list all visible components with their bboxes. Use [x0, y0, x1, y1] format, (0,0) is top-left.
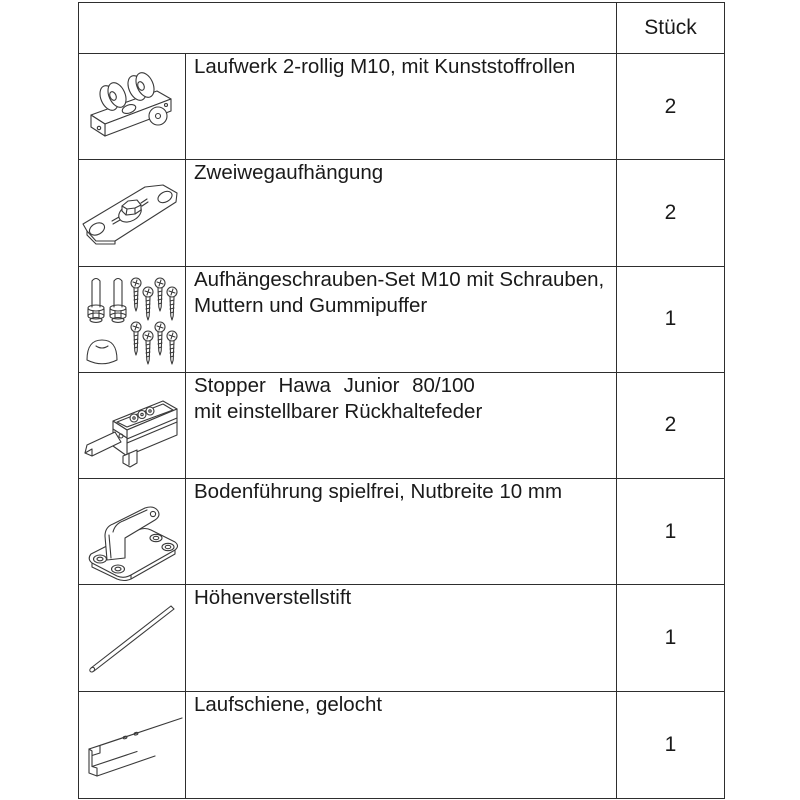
running-track-icon [79, 693, 186, 797]
description-line: Laufschiene, gelocht [194, 692, 383, 716]
table-row-description [186, 373, 617, 479]
parts-table [78, 2, 725, 799]
description-line: Höhenverstellstift [194, 586, 352, 610]
table-row-description [186, 692, 617, 798]
header-quantity-label: Stück [617, 3, 724, 54]
table-row-illustration [79, 479, 186, 585]
table-row-illustration [79, 160, 186, 266]
table-row-illustration [79, 585, 186, 691]
stopper-icon [79, 373, 186, 477]
description-line: Laufwerk 2-rollig M10, mit Kunststoffrollen [194, 55, 576, 78]
table-row-quantity: 2 [617, 54, 724, 160]
table-row-quantity: 2 [617, 373, 724, 479]
suspension-screw-set-icon [79, 267, 186, 371]
table-row-illustration [79, 54, 186, 160]
table-row-description [186, 160, 617, 266]
table-row-illustration [79, 267, 186, 373]
description-line: Stopper Hawa Junior 80/100 [194, 373, 475, 397]
height-adjustment-pin-icon [79, 586, 186, 690]
table-row-description [186, 54, 617, 160]
table-row-description [186, 267, 617, 373]
table-row-quantity: 1 [617, 267, 724, 373]
table-row-description [186, 479, 617, 585]
table-row-quantity: 2 [617, 160, 724, 266]
description-line: Zweiwegaufhängung [194, 161, 384, 185]
roller-carriage-icon [79, 55, 186, 159]
table-row-illustration [79, 373, 186, 479]
table-row-illustration [79, 692, 186, 798]
header-empty-cell [79, 3, 617, 54]
description-line: mit einstellbarer Rückhaltefeder [194, 399, 483, 423]
description-line: Aufhängeschrauben-Set M10 mit Schrauben, [194, 267, 605, 291]
description-line: Muttern und Gummipuffer [194, 293, 428, 317]
two-way-suspension-plate-icon [79, 161, 186, 265]
table-row-quantity: 1 [664, 732, 677, 756]
floor-guide-icon [79, 480, 186, 584]
table-row-quantity: 1 [617, 479, 724, 585]
description-line: Bodenführung spielfrei, Nutbreite 10 mm [194, 480, 563, 504]
table-row-quantity: 1 [617, 585, 724, 691]
table-row-description [186, 585, 617, 691]
